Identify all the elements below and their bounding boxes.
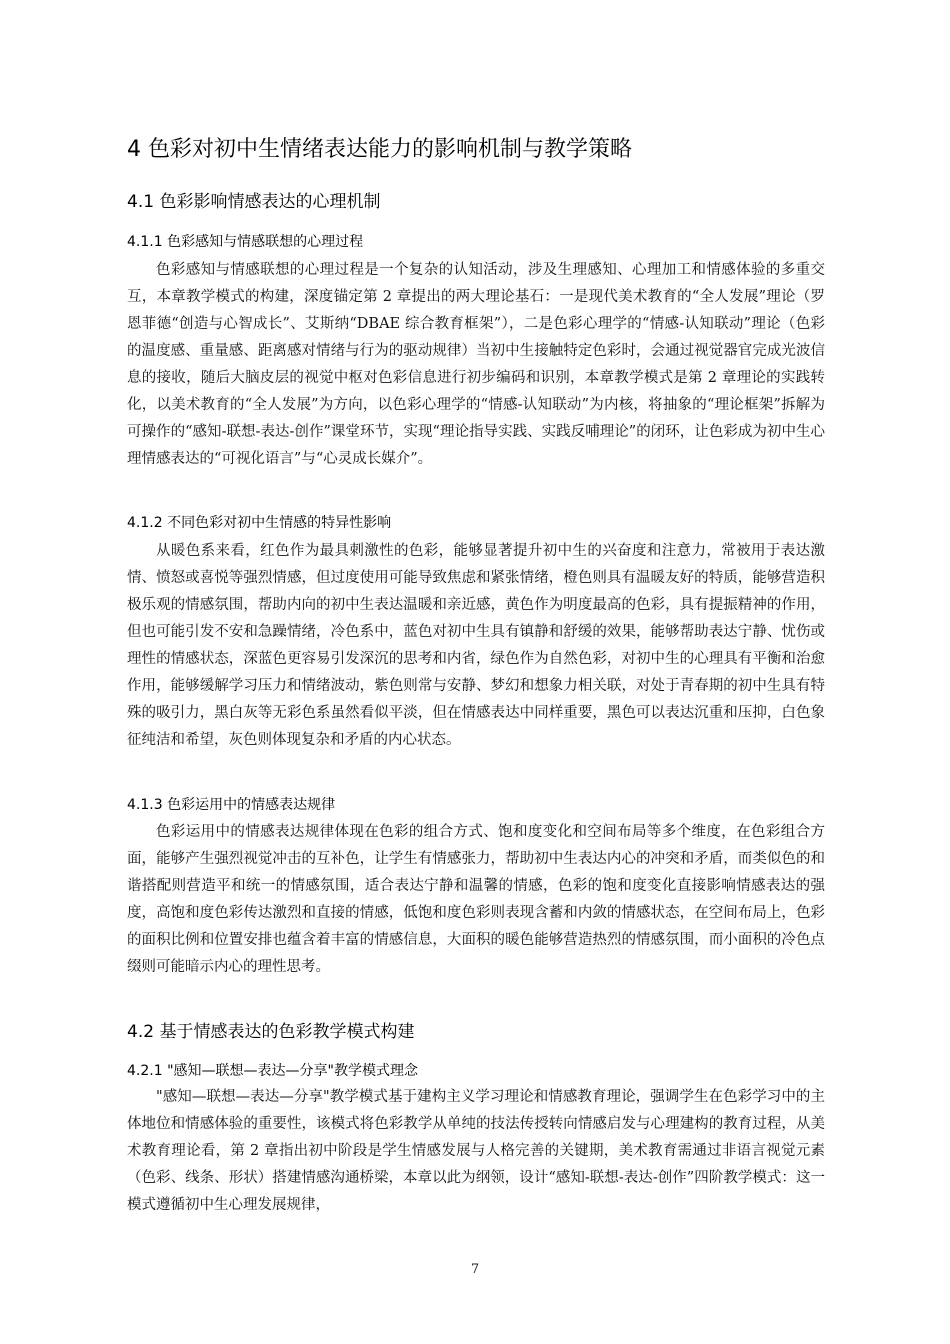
- chapter-title: 4 色彩对初中生情绪表达能力的影响机制与教学策略: [127, 137, 632, 162]
- section-heading-4-1: 4.1 色彩影响情感表达的心理机制: [127, 192, 381, 212]
- paragraph-4-1-3: 色彩运用中的情感表达规律体现在色彩的组合方式、饱和度变化和空间布局等多个维度，在色彩组合方面，能够产生强烈视觉冲击的互补色，让学生有情感张力，帮助初中生表达内心的冲突和矛盾，而类似色的和谐搭配则营造平和统一的情感氛围，适合表达宁静和温馨的情感，色彩的饱和度变化直接影响情感表达的强度，高饱和度色彩传达激烈和直接的情感，低饱和度色彩则表现含蓄和内敛的情感状态，在空间布局上，色彩的面积比例和位置安排也蕴含着丰富的情感信息，大面积的暖色能够营造热烈的情感氛围，而小面积的冷色点缀则可能暗示内心的理性思考。: [127, 824, 825, 975]
- page-number: 7: [470, 1262, 480, 1277]
- paragraph-4-2-1: "感知—联想—表达—分享"教学模式基于建构主义学习理论和情感教育理论，强调学生在色彩学习中的主体地位和情感体验的重要性，该模式将色彩教学从单纯的技法传授转向情感启发与心理建构的教育过程，从美术教育理论看，第 2 章指出初中阶段是学生情感发展与人格完善的关键期，美术教育需通过非语言视觉元素（色彩、线条、形状）搭建情感沟通桥梁，本章以此为纲领，设计“感知-联想-表达-创作”四阶教学模式：这一模式遵循初中生心理发展规律，: [127, 1089, 825, 1213]
- subsection-heading-4-1-3: 4.1.3 色彩运用中的情感表达规律: [127, 797, 336, 813]
- subsection-heading-4-1-1: 4.1.1 色彩感知与情感联想的心理过程: [127, 234, 364, 250]
- section-heading-4-2: 4.2 基于情感表达的色彩教学模式构建: [127, 1022, 415, 1042]
- subsection-heading-4-1-2: 4.1.2 不同色彩对初中生情感的特异性影响: [127, 515, 392, 531]
- subsection-heading-4-2-1: 4.2.1 "感知—联想—表达—分享"教学模式理念: [127, 1063, 418, 1079]
- paragraph-4-1-1: 色彩感知与情感联想的心理过程是一个复杂的认知活动，涉及生理感知、心理加工和情感体验的多重交互，本章教学模式的构建，深度锚定第 2 章提出的两大理论基石：一是现代美术教育的“全人发展”理论（罗恩菲德“创造与心智成长”、艾斯纳“DBAE 综合教育框架”），二是色彩心理学的“情感-认知联动”理论（色彩的温度感、重量感、距离感对情绪与行为的驱动规律）当初中生接触特定色彩时，会通过视觉器官完成光波信息的接收，随后大脑皮层的视觉中枢对色彩信息进行初步编码和识别，本章教学模式是第 2 章理论的实践转化，以美术教育的“全人发展”为方向，以色彩心理学的“情感-认知联动”为内核，将抽象的“理论框架”拆解为可操作的“感知-联想-表达-创作”课堂环节，实现“理论指导实践、实践反哺理论”的闭环，让色彩成为初中生心理情感表达的“可视化语言”与“心灵成长媒介”。: [127, 262, 825, 467]
- paragraph-4-1-2: 从暖色系来看，红色作为最具刺激性的色彩，能够显著提升初中生的兴奋度和注意力，常被用于表达激情、愤怒或喜悦等强烈情感，但过度使用可能导致焦虑和紧张情绪，橙色则具有温暖友好的特质，能够营造积极乐观的情感氛围，帮助内向的初中生表达温暖和亲近感，黄色作为明度最高的色彩，具有提振精神的作用，但也可能引发不安和急躁情绪，冷色系中，蓝色对初中生具有镇静和舒缓的效果，能够帮助表达宁静、忧伤或理性的情感状态，深蓝色更容易引发深沉的思考和内省，绿色作为自然色彩，对初中生的心理具有平衡和治愈作用，能够缓解学习压力和情绪波动，紫色则常与安静、梦幻和想象力相关联，对处于青春期的初中生具有特殊的吸引力，黑白灰等无彩色系虽然看似平淡，但在情感表达中同样重要，黑色可以表达沉重和压抑，白色象征纯洁和希望，灰色则体现复杂和矛盾的内心状态。: [127, 543, 825, 748]
